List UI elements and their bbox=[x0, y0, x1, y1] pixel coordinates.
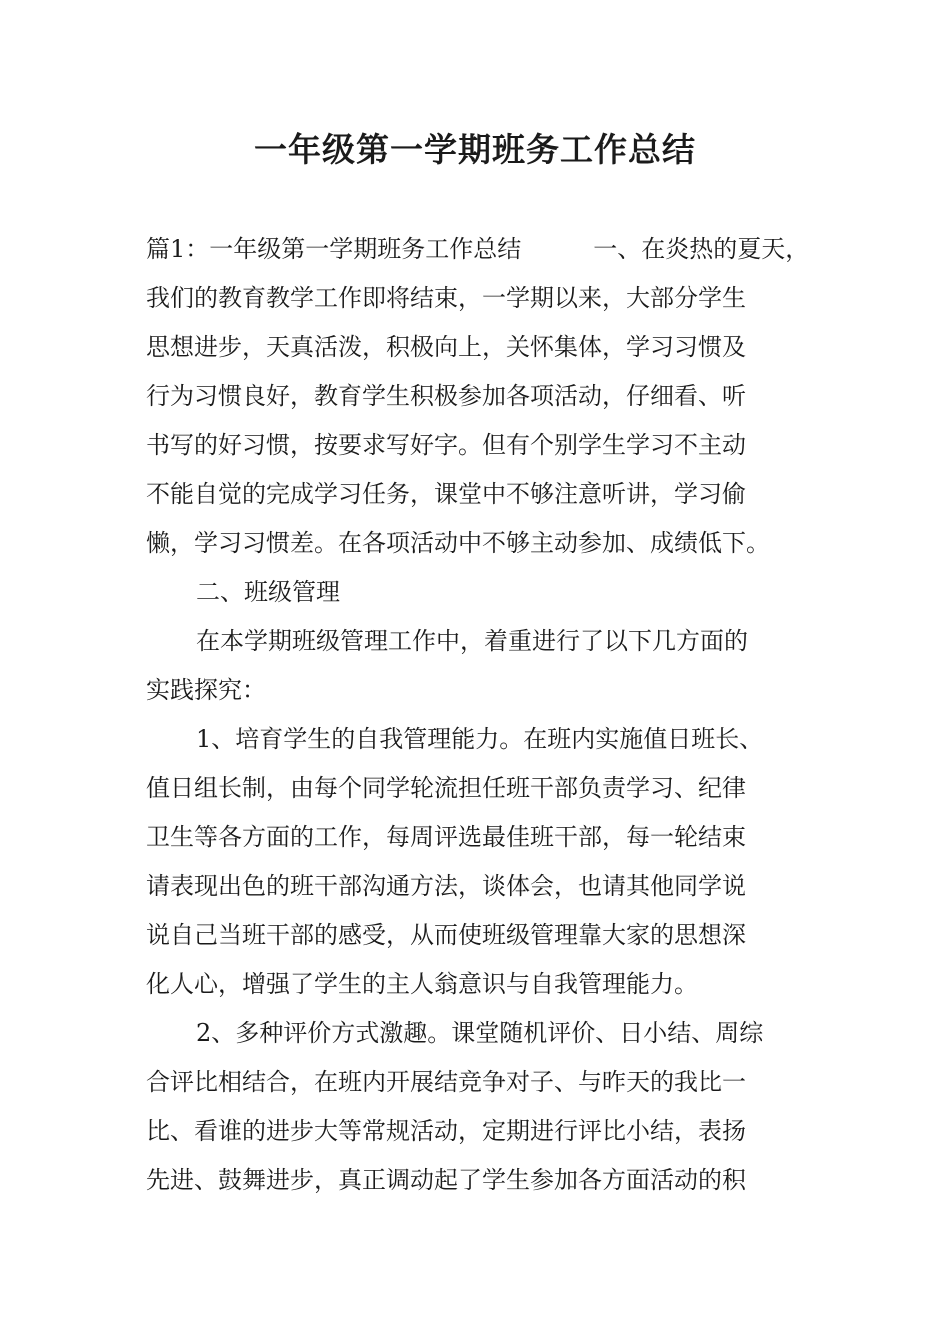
text-line: 说自己当班干部的感受，从而使班级管理靠大家的思想深 bbox=[146, 921, 746, 949]
text-line: 值日组长制，由每个同学轮流担任班干部负责学习、纪律 bbox=[146, 774, 746, 802]
text-line: 比、看谁的进步大等常规活动，定期进行评比小结，表扬 bbox=[146, 1117, 746, 1145]
line-text: 一、在炎热的夏天， bbox=[593, 235, 810, 263]
text-line: 懒，学习习惯差。在各项活动中不够主动参加、成绩低下。 bbox=[146, 529, 770, 557]
text-line: 2、多种评价方式激趣。课堂随机评价、日小结、周综 bbox=[196, 1019, 764, 1047]
text-line: 思想进步，天真活泼，积极向上，关怀集体，学习习惯及 bbox=[146, 333, 746, 361]
text-line: 不能自觉的完成学习任务，课堂中不够注意听讲，学习偷 bbox=[146, 480, 746, 508]
section-heading: 二、班级管理 bbox=[196, 578, 340, 606]
text-line: 请表现出色的班干部沟通方法，谈体会，也请其他同学说 bbox=[146, 872, 746, 900]
text-line: 书写的好习惯，按要求写好字。但有个别学生学习不主动 bbox=[146, 431, 746, 459]
text-line: 先进、鼓舞进步，真正调动起了学生参加各方面活动的积 bbox=[146, 1166, 746, 1194]
document-body bbox=[146, 225, 818, 1205]
text-line: 1、培育学生的自我管理能力。在班内实施值日班长、 bbox=[196, 725, 764, 753]
text-line: 卫生等各方面的工作，每周评选最佳班干部，每一轮结束 bbox=[146, 823, 746, 851]
text-line bbox=[146, 225, 818, 274]
text-line: 合评比相结合，在班内开展结竞争对子、与昨天的我比一 bbox=[146, 1068, 746, 1096]
line-text: 篇1：一年级第一学期班务工作总结 bbox=[146, 235, 522, 263]
text-line: 在本学期班级管理工作中，着重进行了以下几方面的 bbox=[196, 627, 748, 655]
text-line: 我们的教育教学工作即将结束，一学期以来，大部分学生 bbox=[146, 284, 746, 312]
document-title: 一年级第一学期班务工作总结 bbox=[254, 130, 696, 169]
text-line: 实践探究： bbox=[146, 676, 266, 704]
text-line: 行为习惯良好，教育学生积极参加各项活动，仔细看、听 bbox=[146, 382, 746, 410]
text-line: 化人心，增强了学生的主人翁意识与自我管理能力。 bbox=[146, 970, 698, 998]
